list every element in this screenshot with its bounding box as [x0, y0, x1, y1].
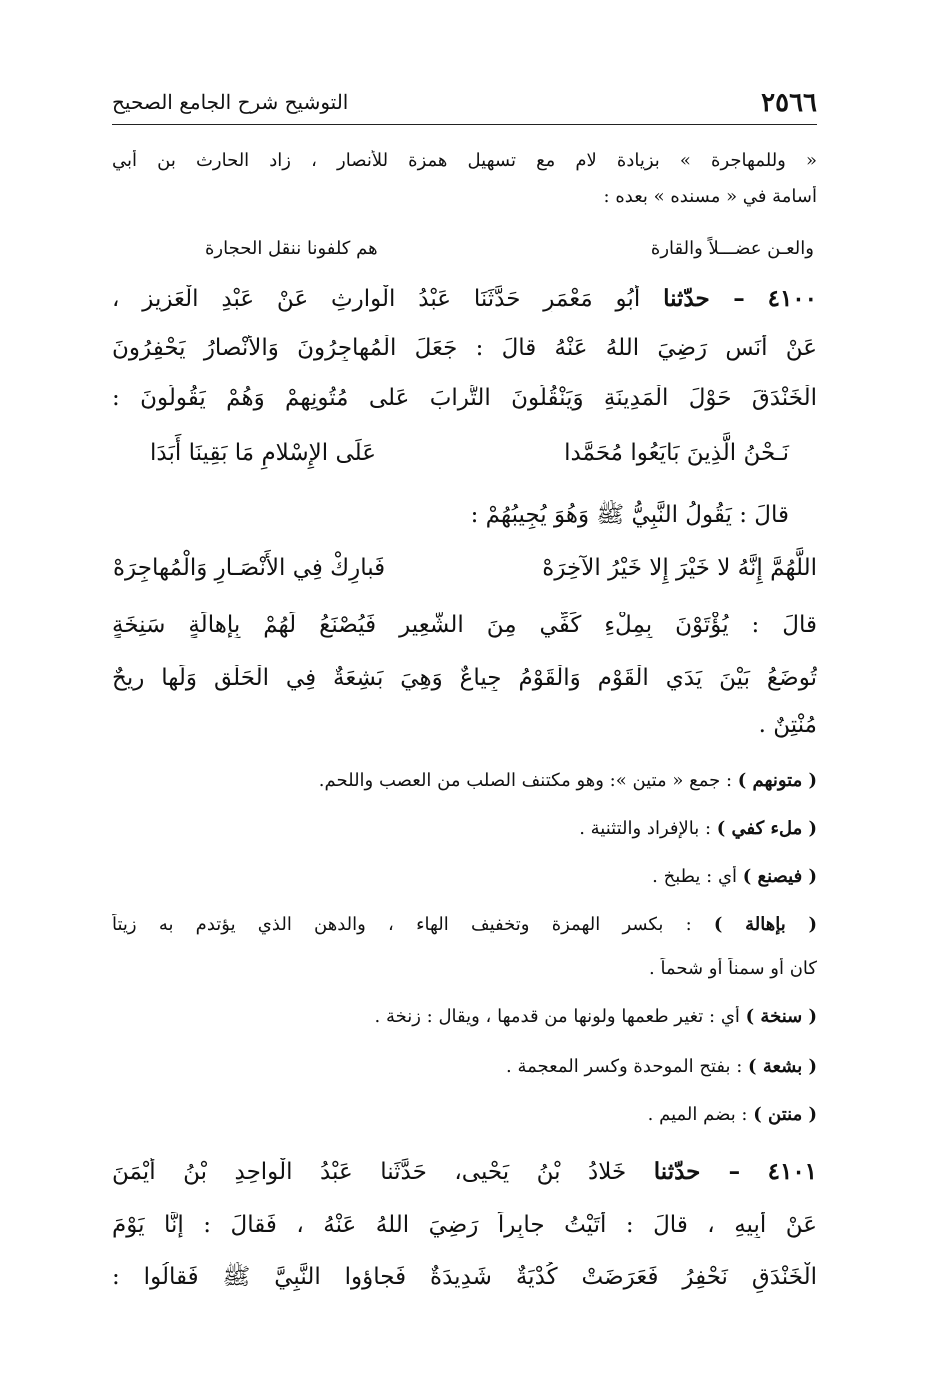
note-4-continued	[112, 958, 817, 979]
note-7	[112, 1104, 817, 1125]
verse3-right: اللَّهُمَّ إِنَّهُ لا خَيْرَ إِلا خَيْرُ الآخِرَهْ	[542, 555, 817, 581]
hadith-4101-number: ٤١٠١	[767, 1158, 817, 1185]
intro-line-2: أسامة في « مسنده » بعده :	[603, 186, 817, 207]
hadith-4100-number: ٤١٠٠	[767, 285, 817, 312]
hadith-4101-line-3: الْخَنْدَقِ نَحْفِرُ فَعَرَضَتْ كُدْيَةٌ شَدِيدَةٌ فَجاؤوا النَّبِيَّ ﷺ فَقالُوا :	[112, 1264, 817, 1290]
hadith-4100-tail-2: تُوضَعُ بَيْنَ يَدَيِ الْقَوْمِ وَالْقَوْمُ جِياعٌ وَهِيَ بَشِعَةٌ فِي الْحَلْقِ وَلَها رِيحٌ	[112, 665, 817, 691]
note-4	[112, 914, 817, 935]
verse2-right: نَـحْنُ الَّذِينَ بَايَعُوا مُحَمَّدا	[564, 440, 789, 466]
note-7-text: : بضم الميم .	[647, 1104, 754, 1125]
note-5-text: أي : تغير طعمها ولونها من قدمها ، ويقال : زنخة .	[374, 1006, 746, 1027]
note-3-text: أي : يطبخ .	[652, 866, 743, 887]
hadith-4101-line-1: ٤١٠١ – حدّثنا خَلادُ بْنُ يَحْيى، حَدَّثَنا عَبْدُ الْواحِدِ بْنُ أَيْمَنَ	[112, 1158, 817, 1185]
verse1-left: هم كلفونا ننقل الحجارة	[205, 238, 378, 259]
hadith-4100-line-after-verse2: قالَ : يَقُولُ النَّبِيُّ ﷺ وَهُوَ يُجِيبُهُمْ :	[470, 502, 789, 528]
note-4-text: : بكسر الهمزة وتخفيف الهاء ، والدهن الذي يؤتدم به زيتاً	[112, 914, 714, 935]
book-title: التوشيح شرح الجامع الصحيح	[112, 90, 349, 114]
hadith-4100-text-1: أَبُو مَعْمَرٍ حَدَّثَنَا عَبْدُ الْوارِثِ عَنْ عَبْدِ الْعَزِيزِ ،	[112, 286, 641, 312]
hadith-4101-lead: حدّثنا	[653, 1158, 701, 1185]
note-3	[112, 866, 817, 887]
note-2-term: ( ملء كفي )	[716, 818, 817, 839]
note-6	[112, 1056, 817, 1077]
note-6-text: : بفتح الموحدة وكسر المعجمة .	[506, 1056, 749, 1077]
note-1	[112, 770, 817, 791]
note-4-term: ( بإهالة )	[713, 914, 817, 935]
note-5-term: ( سنخة )	[745, 1006, 817, 1027]
hadith-4100-line-2: عَنْ أَنَسٍ رَضِيَ اللهُ عَنْهُ قالَ : جَعَلَ الْمُهاجِرُونَ وَالأَنْصارُ يَحْفِرُونَ	[112, 335, 817, 361]
note-4b-text: كان أو سمناً أو شحماً .	[649, 958, 817, 979]
hadith-4101-line-2: عَنْ أَبِيهِ ، قالَ : أَتَيْتُ جابِراً رَضِيَ اللهُ عَنْهُ ، فَقالَ : إِنَّا يَوْمَ	[112, 1212, 817, 1238]
verse1-right: والعـن عضـــلاً والقارة	[650, 238, 814, 259]
note-2	[112, 818, 817, 839]
note-2-text: : بالإفراد والتثنية .	[579, 818, 717, 839]
hadith-4100-tail-3: مُنْتِنٌ .	[758, 712, 817, 738]
hadith-4101-text-1: خَلادُ بْنُ يَحْيى، حَدَّثَنا عَبْدُ الْواحِدِ بْنُ أَيْمَنَ	[112, 1159, 627, 1185]
page-number: ٢٥٦٦	[761, 88, 817, 118]
hadith-4100-tail-1: قالَ : يُؤْتَوْنَ بِمِلْءِ كَفِّي مِنَ الشَّعِيرِ فَيُصْنَعُ لَهُمْ بِإِهالَةٍ سَنِخَةٍ	[112, 612, 817, 638]
note-5	[112, 1006, 817, 1027]
note-7-term: ( منتن )	[753, 1104, 817, 1125]
hadith-4100-line-1: ٤١٠٠ – حدّثنا أَبُو مَعْمَرٍ حَدَّثَنَا عَبْدُ الْوارِثِ عَنْ عَبْدِ الْعَزِيزِ ،	[112, 285, 817, 312]
note-3-term: ( فيصنع )	[742, 866, 817, 887]
intro-line-1: « وللمهاجرة » بزيادة لام مع تسهيل همزة للأنصار ، زاد الحارث بن أبي	[112, 150, 817, 171]
hadith-4100-lead: حدّثنا	[663, 285, 710, 312]
note-1-text: : جمع « متين »: وهو مكتنف الصلب من العصب واللحم.	[318, 770, 738, 791]
note-6-term: ( بشعة )	[748, 1056, 817, 1077]
verse2-left: عَلَى الإِسْلامِ مَا بَقِينَا أَبَدَا	[150, 440, 377, 466]
verse3-left: فَبارِكْ فِي الأَنْصَـارِ وَالْمُهاجِرَهْ	[113, 555, 386, 581]
page-header	[112, 84, 817, 125]
hadith-4100-line-3: الْخَنْدَقَ حَوْلَ الْمَدِينَةِ وَيَنْقُلُونَ التُّرابَ عَلى مُتُونِهِمْ وَهُمْ يَقُولُونَ :	[112, 385, 817, 411]
note-1-term: ( متونهم )	[737, 770, 817, 791]
